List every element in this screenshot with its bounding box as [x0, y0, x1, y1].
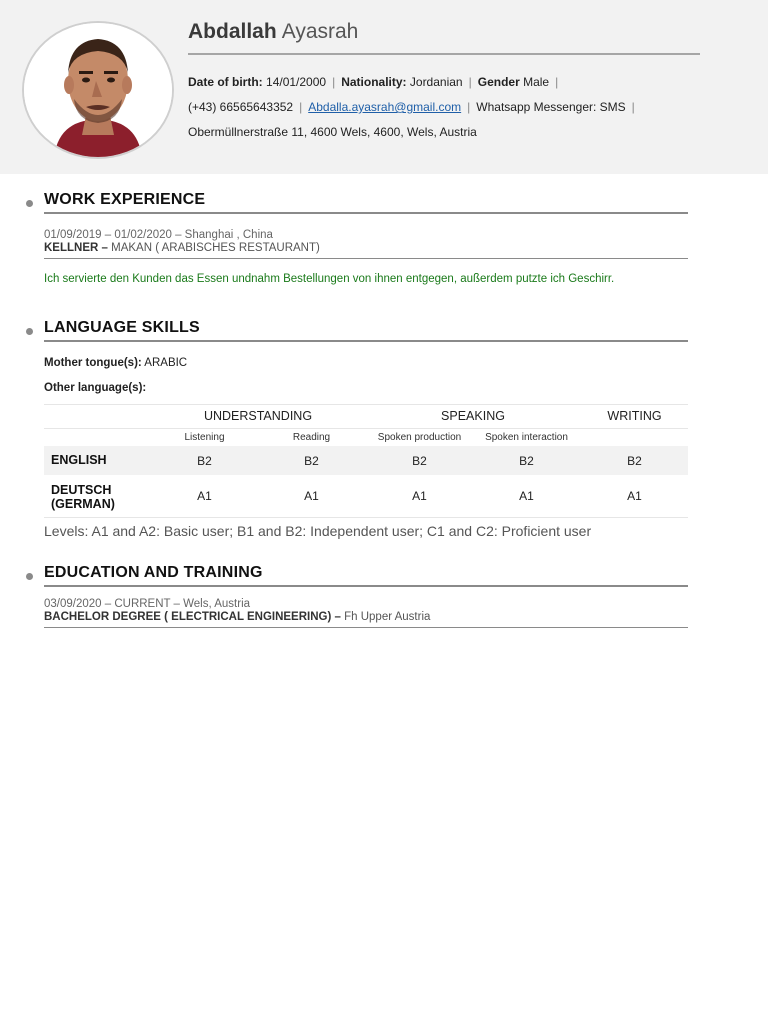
spoken-interaction-header: Spoken interaction	[485, 432, 568, 443]
profile-photo	[22, 21, 174, 159]
spoken-production-level: B2	[412, 454, 427, 468]
language-name-line: DEUTSCH	[51, 483, 112, 497]
personal-info-line	[188, 74, 564, 90]
education-dates: 03/09/2020 – CURRENT – Wels, Austria	[44, 598, 251, 610]
separator: |	[631, 100, 635, 114]
last-name: Ayasrah	[281, 20, 359, 43]
institution: Fh Upper Austria	[344, 611, 431, 623]
gender-label: Gender	[477, 75, 520, 89]
section-divider	[44, 212, 688, 214]
levels-note: Levels: A1 and A2: Basic user; B1 and B2: Independent user; C1 and C2: Proficient user	[44, 523, 592, 539]
table-row	[44, 475, 688, 518]
writing-header: WRITING	[607, 409, 662, 423]
education-degree	[44, 611, 430, 623]
profile-header	[0, 0, 768, 174]
dob-label: Date of birth:	[188, 75, 263, 89]
writing-level: B2	[627, 454, 642, 468]
table-subheader-row	[44, 428, 688, 447]
name-divider	[188, 53, 700, 55]
reading-level: A1	[304, 489, 319, 503]
education-heading: EDUCATION AND TRAINING	[44, 564, 263, 581]
table-header-row	[44, 404, 688, 429]
separator: |	[555, 75, 559, 89]
speaking-header: SPEAKING	[441, 409, 505, 423]
work-dates: 01/09/2019 – 01/02/2020 – Shanghai , China	[44, 229, 273, 241]
mother-tongue-value: ARABIC	[144, 357, 188, 369]
mother-tongue-label: Mother tongue(s):	[44, 357, 142, 369]
spoken-interaction-level: A1	[519, 489, 534, 503]
separator: |	[468, 75, 472, 89]
email-link[interactable]: Abdalla.ayasrah@gmail.com	[308, 100, 462, 114]
listening-header: Listening	[184, 432, 225, 443]
nationality-label: Nationality:	[341, 75, 407, 89]
listening-level: B2	[197, 454, 212, 468]
table-row	[44, 446, 688, 475]
work-role	[44, 242, 320, 254]
separator: |	[467, 100, 471, 114]
section-bullet	[26, 200, 33, 207]
spoken-production-level: A1	[412, 489, 427, 503]
language-name: ENGLISH	[51, 453, 107, 467]
entry-divider	[44, 627, 688, 628]
section-divider	[44, 340, 688, 342]
separator: |	[299, 100, 303, 114]
work-description: Ich servierte den Kunden das Essen undnahm Bestellungen von ihnen entgegen, außerdem putzte ich Geschirr.	[44, 273, 615, 285]
first-name: Abdallah	[188, 20, 277, 43]
degree-title: BACHELOR DEGREE ( ELECTRICAL ENGINEERING) –	[44, 611, 341, 623]
other-languages-label	[44, 382, 146, 394]
other-languages-text: Other language(s):	[44, 382, 147, 394]
spoken-interaction-level: B2	[519, 454, 534, 468]
address: Obermüllnerstraße 11, 4600 Wels, 4600, Wels, Austria	[188, 125, 477, 139]
language-name	[51, 483, 115, 511]
separator: |	[332, 75, 336, 89]
employer: MAKAN ( ARABISCHES RESTAURANT)	[111, 242, 320, 254]
section-bullet	[26, 328, 33, 335]
reading-header: Reading	[292, 432, 331, 443]
language-name-line: (GERMAN)	[51, 497, 115, 511]
writing-level: A1	[627, 489, 642, 503]
mother-tongue	[44, 357, 187, 369]
profile-name	[188, 19, 358, 45]
spoken-production-header: Spoken production	[377, 432, 462, 443]
reading-level: B2	[304, 454, 319, 468]
section-divider	[44, 585, 688, 587]
dob-value: 14/01/2000	[266, 75, 327, 89]
job-title: KELLNER –	[44, 242, 108, 254]
understanding-header: UNDERSTANDING	[203, 409, 313, 423]
section-bullet	[26, 573, 33, 580]
gender-value: Male	[523, 75, 550, 89]
contact-info-line	[188, 99, 641, 115]
nationality-value: Jordanian	[409, 75, 463, 89]
entry-divider	[44, 258, 688, 259]
listening-level: A1	[197, 489, 212, 503]
phone-number: (+43) 66565643352	[188, 100, 294, 114]
work-experience-heading: WORK EXPERIENCE	[44, 191, 206, 208]
messenger-info: Whatsapp Messenger: SMS	[476, 100, 626, 114]
language-skills-heading: LANGUAGE SKILLS	[44, 319, 200, 336]
